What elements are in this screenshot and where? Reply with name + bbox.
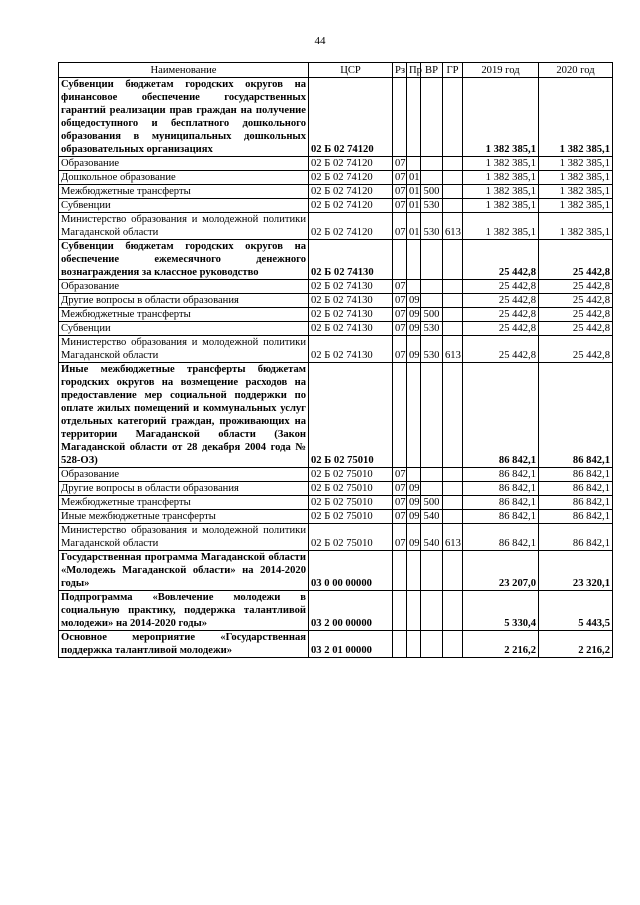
cell-2019: 1 382 385,1 <box>463 199 539 213</box>
cell-csr: 02 Б 02 74120 <box>309 157 393 171</box>
cell-rz <box>393 240 407 280</box>
cell-vr <box>421 551 443 591</box>
cell-2020: 1 382 385,1 <box>539 157 613 171</box>
cell-csr: 02 Б 02 74130 <box>309 240 393 280</box>
cell-vr: 500 <box>421 308 443 322</box>
header-name: Наименование <box>59 63 309 78</box>
cell-pr: 09 <box>407 510 421 524</box>
table-row <box>59 171 613 185</box>
cell-name: Субвенции бюджетам городских округов на финансовое обеспечение государственных гарантий реализации прав граждан на получение общедоступного и бесплатного дошкольного образования в муниципальных дошкольных образовательных организациях <box>59 78 309 157</box>
cell-gr: 613 <box>443 524 463 551</box>
cell-name: Государственная программа Магаданской области «Молодежь Магаданской области» на 2014-2020 годы» <box>59 551 309 591</box>
cell-2020: 25 442,8 <box>539 280 613 294</box>
cell-csr: 02 Б 02 75010 <box>309 496 393 510</box>
cell-pr <box>407 78 421 157</box>
cell-vr <box>421 294 443 308</box>
cell-2019: 86 842,1 <box>463 524 539 551</box>
cell-2020: 86 842,1 <box>539 496 613 510</box>
table-row <box>59 336 613 363</box>
cell-rz: 07 <box>393 496 407 510</box>
cell-rz: 07 <box>393 171 407 185</box>
table-row <box>59 363 613 468</box>
cell-vr: 530 <box>421 322 443 336</box>
cell-rz: 07 <box>393 294 407 308</box>
cell-csr: 03 0 00 00000 <box>309 551 393 591</box>
cell-gr <box>443 482 463 496</box>
cell-gr <box>443 551 463 591</box>
cell-vr <box>421 157 443 171</box>
cell-name: Межбюджетные трансферты <box>59 185 309 199</box>
cell-name: Субвенции бюджетам городских округов на обеспечение ежемесячного денежного вознаграждения за классное руководство <box>59 240 309 280</box>
cell-2019: 86 842,1 <box>463 482 539 496</box>
cell-csr: 02 Б 02 74120 <box>309 78 393 157</box>
cell-csr: 02 Б 02 74120 <box>309 199 393 213</box>
cell-rz: 07 <box>393 185 407 199</box>
cell-pr <box>407 280 421 294</box>
cell-2019: 86 842,1 <box>463 496 539 510</box>
cell-name: Межбюджетные трансферты <box>59 308 309 322</box>
cell-name: Образование <box>59 468 309 482</box>
cell-pr: 09 <box>407 322 421 336</box>
table-row <box>59 294 613 308</box>
cell-pr <box>407 551 421 591</box>
page-number: 44 <box>314 35 326 47</box>
cell-vr <box>421 78 443 157</box>
cell-name: Иные межбюджетные трансферты <box>59 510 309 524</box>
cell-csr: 03 2 01 00000 <box>309 631 393 658</box>
cell-name: Министерство образования и молодежной политики Магаданской области <box>59 213 309 240</box>
cell-2020: 1 382 385,1 <box>539 78 613 157</box>
cell-gr <box>443 308 463 322</box>
cell-csr: 02 Б 02 74130 <box>309 308 393 322</box>
cell-2019: 2 216,2 <box>463 631 539 658</box>
cell-csr: 02 Б 02 74120 <box>309 171 393 185</box>
cell-name: Подпрограмма «Вовлечение молодежи в социальную практику, поддержка талантливой молодежи» на 2014-2020 годы» <box>59 591 309 631</box>
cell-2020: 86 842,1 <box>539 468 613 482</box>
cell-csr: 02 Б 02 75010 <box>309 510 393 524</box>
cell-gr <box>443 240 463 280</box>
cell-rz <box>393 363 407 468</box>
table-row <box>59 213 613 240</box>
cell-vr: 540 <box>421 524 443 551</box>
cell-rz <box>393 78 407 157</box>
cell-pr: 01 <box>407 171 421 185</box>
cell-gr <box>443 199 463 213</box>
cell-vr: 530 <box>421 199 443 213</box>
cell-2019: 86 842,1 <box>463 363 539 468</box>
table-row <box>59 322 613 336</box>
table-row <box>59 524 613 551</box>
table-row <box>59 496 613 510</box>
cell-name: Другие вопросы в области образования <box>59 482 309 496</box>
cell-2020: 86 842,1 <box>539 482 613 496</box>
cell-vr <box>421 468 443 482</box>
cell-2020: 5 443,5 <box>539 591 613 631</box>
cell-2020: 25 442,8 <box>539 294 613 308</box>
cell-vr <box>421 240 443 280</box>
header-2019: 2019 год <box>463 63 539 78</box>
cell-pr: 09 <box>407 496 421 510</box>
cell-name: Субвенции <box>59 199 309 213</box>
cell-2020: 2 216,2 <box>539 631 613 658</box>
cell-gr <box>443 496 463 510</box>
cell-2019: 86 842,1 <box>463 468 539 482</box>
cell-pr <box>407 468 421 482</box>
cell-pr: 09 <box>407 336 421 363</box>
cell-csr: 02 Б 02 74130 <box>309 322 393 336</box>
cell-2019: 1 382 385,1 <box>463 157 539 171</box>
cell-gr <box>443 322 463 336</box>
cell-rz <box>393 551 407 591</box>
cell-name: Межбюджетные трансферты <box>59 496 309 510</box>
cell-vr <box>421 591 443 631</box>
cell-gr: 613 <box>443 213 463 240</box>
cell-rz: 07 <box>393 308 407 322</box>
cell-vr: 530 <box>421 336 443 363</box>
cell-2020: 86 842,1 <box>539 510 613 524</box>
cell-csr: 02 Б 02 75010 <box>309 468 393 482</box>
cell-pr: 09 <box>407 308 421 322</box>
cell-2019: 1 382 385,1 <box>463 78 539 157</box>
cell-rz <box>393 591 407 631</box>
cell-rz: 07 <box>393 468 407 482</box>
cell-rz <box>393 631 407 658</box>
cell-rz: 07 <box>393 336 407 363</box>
cell-pr: 01 <box>407 213 421 240</box>
cell-pr <box>407 157 421 171</box>
cell-rz: 07 <box>393 524 407 551</box>
cell-2020: 86 842,1 <box>539 524 613 551</box>
cell-gr: 613 <box>443 336 463 363</box>
table-row <box>59 78 613 157</box>
cell-pr <box>407 240 421 280</box>
cell-2020: 1 382 385,1 <box>539 213 613 240</box>
table-body <box>59 78 613 658</box>
cell-pr: 01 <box>407 185 421 199</box>
cell-gr <box>443 171 463 185</box>
cell-csr: 02 Б 02 75010 <box>309 482 393 496</box>
cell-2019: 25 442,8 <box>463 336 539 363</box>
cell-gr <box>443 510 463 524</box>
cell-rz: 07 <box>393 157 407 171</box>
table-row <box>59 631 613 658</box>
cell-name: Основное мероприятие «Государственная поддержка талантливой молодежи» <box>59 631 309 658</box>
table-header-row <box>59 63 613 78</box>
cell-gr <box>443 294 463 308</box>
header-vr: ВР <box>421 63 443 78</box>
cell-name: Другие вопросы в области образования <box>59 294 309 308</box>
table-row <box>59 280 613 294</box>
cell-gr <box>443 280 463 294</box>
cell-name: Образование <box>59 280 309 294</box>
cell-2019: 1 382 385,1 <box>463 185 539 199</box>
cell-2019: 23 207,0 <box>463 551 539 591</box>
cell-gr <box>443 157 463 171</box>
cell-2019: 25 442,8 <box>463 294 539 308</box>
cell-2020: 86 842,1 <box>539 363 613 468</box>
cell-2020: 25 442,8 <box>539 308 613 322</box>
cell-pr <box>407 363 421 468</box>
cell-csr: 03 2 00 00000 <box>309 591 393 631</box>
cell-2019: 25 442,8 <box>463 240 539 280</box>
cell-rz: 07 <box>393 213 407 240</box>
table-row <box>59 482 613 496</box>
header-2020: 2020 год <box>539 63 613 78</box>
cell-2019: 25 442,8 <box>463 308 539 322</box>
cell-gr <box>443 631 463 658</box>
cell-pr: 09 <box>407 482 421 496</box>
header-pr: Пр <box>407 63 421 78</box>
cell-2019: 25 442,8 <box>463 322 539 336</box>
cell-2020: 1 382 385,1 <box>539 185 613 199</box>
table-row <box>59 185 613 199</box>
cell-vr: 500 <box>421 185 443 199</box>
header-csr: ЦСР <box>309 63 393 78</box>
cell-2020: 25 442,8 <box>539 322 613 336</box>
cell-2020: 25 442,8 <box>539 336 613 363</box>
cell-gr <box>443 78 463 157</box>
cell-name: Образование <box>59 157 309 171</box>
cell-rz: 07 <box>393 510 407 524</box>
cell-rz: 07 <box>393 322 407 336</box>
header-rz: Рз <box>393 63 407 78</box>
header-gr: ГР <box>443 63 463 78</box>
cell-2020: 1 382 385,1 <box>539 199 613 213</box>
cell-2019: 1 382 385,1 <box>463 213 539 240</box>
cell-csr: 02 Б 02 75010 <box>309 524 393 551</box>
cell-gr <box>443 468 463 482</box>
table-row <box>59 551 613 591</box>
cell-name: Министерство образования и молодежной политики Магаданской области <box>59 524 309 551</box>
cell-gr <box>443 363 463 468</box>
cell-pr: 01 <box>407 199 421 213</box>
cell-2019: 86 842,1 <box>463 510 539 524</box>
cell-vr <box>421 631 443 658</box>
cell-vr: 540 <box>421 510 443 524</box>
table-row <box>59 308 613 322</box>
cell-pr <box>407 631 421 658</box>
cell-2020: 23 320,1 <box>539 551 613 591</box>
cell-csr: 02 Б 02 75010 <box>309 363 393 468</box>
cell-vr <box>421 171 443 185</box>
cell-pr: 09 <box>407 524 421 551</box>
cell-name: Субвенции <box>59 322 309 336</box>
cell-pr <box>407 591 421 631</box>
budget-table <box>58 62 613 658</box>
cell-vr: 500 <box>421 496 443 510</box>
cell-pr: 09 <box>407 294 421 308</box>
cell-csr: 02 Б 02 74120 <box>309 185 393 199</box>
cell-2019: 25 442,8 <box>463 280 539 294</box>
table-row <box>59 510 613 524</box>
cell-2019: 1 382 385,1 <box>463 171 539 185</box>
table-row <box>59 240 613 280</box>
cell-2019: 5 330,4 <box>463 591 539 631</box>
cell-rz: 07 <box>393 199 407 213</box>
cell-csr: 02 Б 02 74120 <box>309 213 393 240</box>
cell-vr <box>421 482 443 496</box>
table-row <box>59 199 613 213</box>
cell-vr <box>421 363 443 468</box>
table-row <box>59 468 613 482</box>
cell-csr: 02 Б 02 74130 <box>309 336 393 363</box>
table-row <box>59 157 613 171</box>
cell-name: Министерство образования и молодежной политики Магаданской области <box>59 336 309 363</box>
cell-gr <box>443 185 463 199</box>
cell-2020: 1 382 385,1 <box>539 171 613 185</box>
cell-name: Иные межбюджетные трансферты бюджетам городских округов на возмещение расходов на предоставление мер социальной поддержки по оплате жилых помещений и коммунальных услуг отдельных категорий граждан, проживающих на территории Магаданской области (Закон Магаданской области от 28 декабря 2004 года № 528-ОЗ) <box>59 363 309 468</box>
table-row <box>59 591 613 631</box>
cell-vr <box>421 280 443 294</box>
cell-csr: 02 Б 02 74130 <box>309 280 393 294</box>
cell-2020: 25 442,8 <box>539 240 613 280</box>
cell-rz: 07 <box>393 280 407 294</box>
cell-gr <box>443 591 463 631</box>
cell-vr: 530 <box>421 213 443 240</box>
cell-csr: 02 Б 02 74130 <box>309 294 393 308</box>
cell-rz: 07 <box>393 482 407 496</box>
cell-name: Дошкольное образование <box>59 171 309 185</box>
